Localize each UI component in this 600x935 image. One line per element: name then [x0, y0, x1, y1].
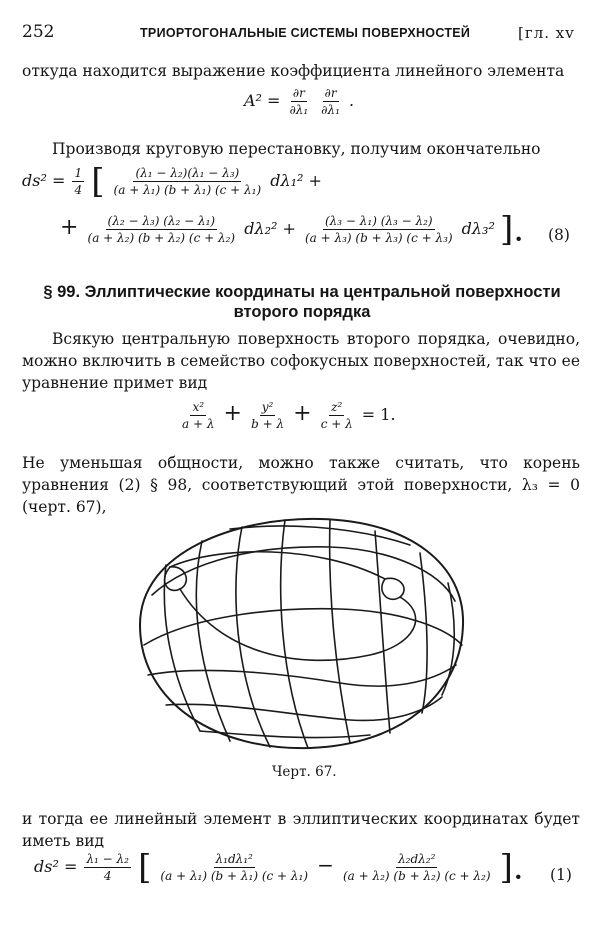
eq8-term3 — [303, 214, 455, 245]
eq1-t1-den: (a + λ₁) (b + λ₁) (c + λ₁) — [160, 869, 308, 883]
surf-rhs: = 1. — [361, 405, 396, 424]
eq8-t2-lead: + — [60, 215, 79, 240]
equation-8-line2 — [60, 209, 525, 250]
figure-caption: Черт. 67. — [272, 764, 337, 780]
surf-f1-num: x² — [192, 400, 205, 414]
equation-A — [244, 86, 354, 117]
eq8-t3-tail: dλ₃² — [461, 219, 495, 238]
paragraph-3: Всякую центральную поверхность второго порядка, очевидно, можно включить в семейство софокусных поверхностей, так что ее уравнение примет вид — [22, 330, 580, 392]
coord-line-v5 — [330, 520, 350, 743]
eq8-close-bracket: ]. — [499, 209, 525, 250]
eq-A-factor2 — [319, 86, 342, 117]
coord-line-h4 — [166, 697, 442, 720]
paragraph-4: Не уменьшая общности, можно также считать, что корень уравнения (2) § 98, соответствующий этой поверхности, λ₃ = 0 (черт. 67), — [22, 454, 580, 516]
surf-f3-num: z² — [331, 400, 343, 414]
eq8-t2-tail: dλ₂² + — [244, 219, 296, 238]
eq1-term1 — [158, 852, 310, 883]
eq1-t1-num: λ₁dλ₁² — [215, 852, 253, 866]
coord-line-v3 — [236, 527, 270, 747]
eq8-t1-num: (λ₁ − λ₂)(λ₁ − λ₃) — [135, 166, 240, 180]
coord-line-v8 — [442, 583, 454, 695]
eq1-t2-den: (a + λ₂) (b + λ₂) (c + λ₂) — [342, 869, 491, 883]
eq8-quarter — [72, 166, 84, 197]
equation-surface — [178, 400, 396, 431]
eq-A-factor1 — [288, 86, 311, 117]
eq1-coef — [84, 852, 131, 883]
ellipsoid-outline — [140, 519, 463, 748]
eq1-term2 — [341, 852, 493, 883]
equation-1 — [34, 847, 524, 888]
surf-f1-den: a + λ — [182, 417, 215, 431]
surf-f2 — [249, 400, 286, 431]
eq1-open-bracket: [ — [138, 847, 152, 888]
coord-line-v2 — [196, 541, 230, 741]
section-heading-line2: второго порядка — [233, 303, 371, 321]
eq8-lhs: ds² = — [22, 171, 66, 190]
paragraph-2: Производя круговую перестановку, получим окончательно — [52, 140, 541, 158]
eq1-t2-num: λ₂dλ₂² — [398, 852, 436, 866]
eq1-number: (1) — [550, 866, 572, 884]
paragraph-5: и тогда ее линейный элемент в эллиптических координатах будет иметь вид — [22, 810, 580, 850]
eq8-quarter-num: 1 — [74, 166, 83, 180]
eq8-t1-tail: dλ₁² + — [270, 171, 322, 190]
eq-A-tail: . — [349, 91, 355, 110]
surf-plus1: + — [223, 401, 242, 426]
eq1-close-bracket: ]. — [499, 847, 524, 888]
section-heading — [22, 282, 582, 322]
coord-line-h3 — [148, 665, 456, 686]
umbilic-loop-right — [382, 578, 404, 599]
coord-line-v6 — [375, 531, 390, 733]
eq8-t1-den: (a + λ₁) (b + λ₁) (c + λ₁) — [113, 183, 262, 197]
eq1-lhs: ds² = — [34, 857, 78, 876]
surf-f2-num: y² — [261, 400, 274, 414]
coord-line-v7 — [420, 553, 427, 713]
surf-f2-den: b + λ — [251, 417, 285, 431]
equation-8-line1 — [22, 161, 322, 202]
eq8-open-bracket: [ — [91, 161, 105, 202]
surf-f1 — [180, 400, 216, 431]
eq8-term2 — [86, 214, 238, 245]
eq8-number: (8) — [548, 226, 570, 244]
eq1-coef-den: 4 — [103, 869, 112, 883]
section-heading-line1: § 99. Эллиптические координаты на центральной поверхности — [43, 283, 561, 301]
surf-f3 — [319, 400, 355, 431]
eq-A-f2-num: ∂r — [324, 86, 337, 100]
eq-A-f1-den: ∂λ₁ — [289, 103, 309, 117]
eq1-coef-num: λ₁ − λ₂ — [86, 852, 129, 866]
running-title: ТРИОРТОГОНАЛЬНЫЕ СИСТЕМЫ ПОВЕРХНОСТЕЙ — [140, 26, 471, 40]
surf-plus2: + — [293, 401, 312, 426]
page-number: 252 — [22, 22, 55, 42]
chapter-label: [гл. xv — [518, 24, 575, 42]
eq-A-f1-num: ∂r — [292, 86, 305, 100]
eq8-t3-den: (a + λ₃) (b + λ₃) (c + λ₃) — [305, 231, 453, 245]
eq-A-lhs: A² = — [244, 91, 281, 110]
paragraph-1: откуда находится выражение коэффициента линейного элемента — [22, 62, 565, 80]
eq1-minus: − — [317, 853, 334, 877]
eq8-t3-num: (λ₃ − λ₁) (λ₃ − λ₂) — [325, 214, 433, 228]
ellipsoid-figure — [130, 505, 475, 760]
eq8-term1 — [112, 166, 264, 197]
eq-A-f2-den: ∂λ₁ — [321, 103, 340, 117]
surf-f3-den: c + λ — [320, 417, 353, 431]
eq8-t2-num: (λ₂ − λ₃) (λ₂ − λ₁) — [107, 214, 216, 228]
eq8-quarter-den: 4 — [74, 183, 83, 197]
eq8-t2-den: (a + λ₂) (b + λ₂) (c + λ₂) — [87, 231, 236, 245]
